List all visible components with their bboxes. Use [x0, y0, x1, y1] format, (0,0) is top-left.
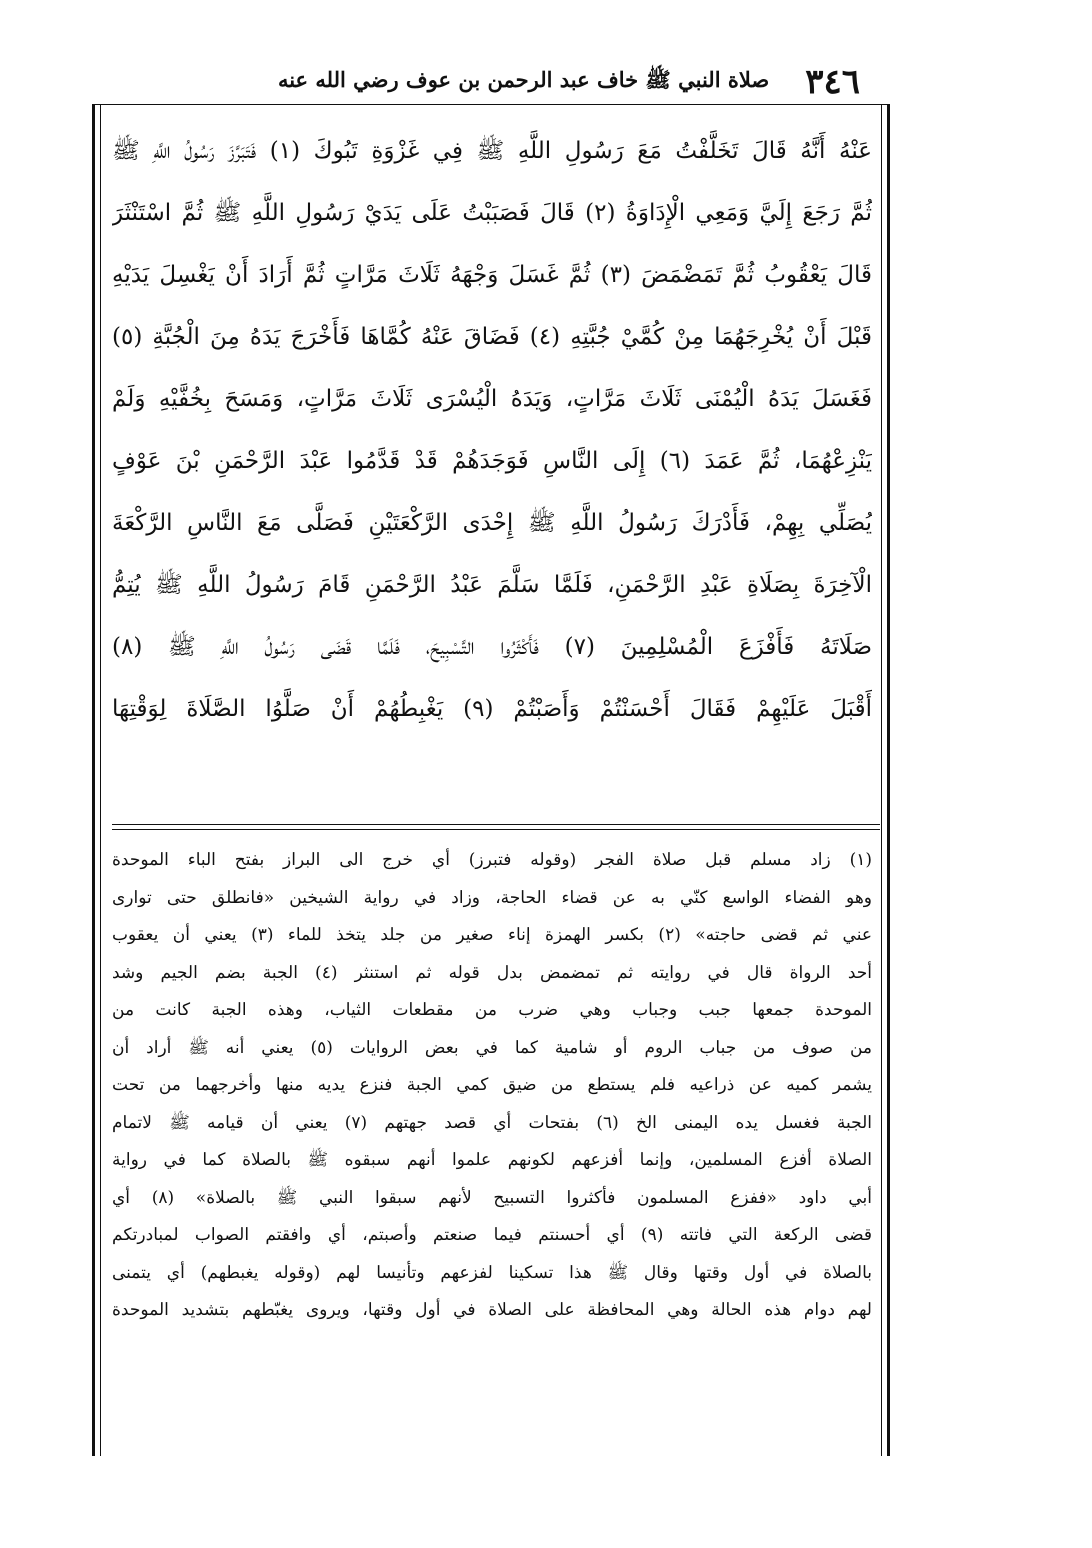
- hadith-line: يَنْزِعْهُمَا، ثُمَّ عَمَدَ (٦) إِلَى النَّاسِ فَوَجَدَهُمْ قَدْ قَدَّمُوا عَبْدَ الرَّحْمَنِ بْنَ عَوْفٍ: [112, 448, 872, 474]
- footnotes: [112, 842, 872, 1442]
- frame-left-outer-rule: [92, 104, 95, 1456]
- footnote-line: بالصلاة في أول وقتها وقال ﷺ هذا تسكينا لفزعهم وتأنيسا لهم (وقوله يغبطهم) أي يتمنى: [112, 1262, 872, 1283]
- footnote-separator: [112, 824, 880, 830]
- hadith-line: أَقْبَلَ عَلَيْهِمْ فَقَالَ أَحْسَنْتُمْ وَأَصَبْتُمْ (٩) يَغْبِطُهُمْ أَنْ صَلَّوُا الصَّلَاةَ لِوَقْتِهَا: [112, 696, 872, 722]
- hadith-line: فَغَسَلَ يَدَهُ الْيُمْنَى ثَلَاثَ مَرَّاتٍ، وَيَدَهُ الْيُسْرَى ثَلَاثَ مَرَّاتٍ، وَمَسَحَ بِخُفَّيْهِ وَلَمْ: [112, 386, 872, 412]
- hadith-line: الْآخِرَةَ بِصَلَاةِ عَبْدِ الرَّحْمَنِ، فَلَمَّا سَلَّمَ عَبْدُ الرَّحْمَنِ قَامَ رَسُولُ اللَّهِ ﷺ يُتِمُّ: [112, 572, 872, 598]
- footnote-line: الموحدة جمعها جبب وجباب وهي ضرب من مقطعات الثياب، وهذه الجبة كانت من: [112, 1000, 872, 1020]
- hadith-line: ثُمَّ رَجَعَ إِلَيَّ وَمَعِي الْإِدَاوَةُ (٢) قَالَ فَصَبَبْتُ عَلَى يَدَيْ رَسُولِ اللَّهِ ﷺ ثُمَّ اسْتَنْثَرَ: [112, 200, 872, 226]
- hadith-text: [112, 120, 872, 810]
- footnote-line: (١) زاد مسلم قبل صلاة الفجر (وقوله فتبرز) أي خرج الى البراز بفتح الباء الموحدة: [112, 850, 872, 870]
- footnote-line: الجبة فغسل يده اليمنى الخ (٦) بفتحات أي قصد جهتهم (٧) يعني أن قيامه ﷺ لاتمام: [112, 1112, 872, 1133]
- frame-right-outer-rule: [887, 104, 890, 1456]
- footnote-line: وهو الفضاء الواسع كنّي به عن قضاء الحاجة، وزاد في رواية الشيخين «فانطلق حتى توارى: [112, 887, 872, 908]
- hadith-line: يُصَلِّي بِهِمْ، فَأَدْرَكَ رَسُولُ اللَّهِ ﷺ إِحْدَى الرَّكْعَتَيْنِ فَصَلَّى مَعَ النَّاسِ الرَّكْعَةَ: [112, 510, 872, 536]
- footnote-line: لهم دوام هذه الحالة وهي المحافظة على الصلاة في أول وقتها، ويروى يغبّطهم بتشديد الموحدة: [112, 1300, 872, 1320]
- frame-right-inner-rule: [881, 104, 882, 1456]
- frame-top-rule: [92, 104, 890, 105]
- footnote-line: قضى الركعة التي فاتته (٩) أي أحسنتم فيما صنعتم وأصبتم، أي وافقتم الصواب لمبادرتكم: [112, 1225, 872, 1245]
- footnote-line: أحد الرواة قال في روايته ثم تمضمض بدل قوله ثم استنثر (٤) الجبة بضم الجيم وشد: [112, 962, 872, 983]
- hadith-line: صَلَاتَهُ فَأَفْزَعَ الْمُسْلِمِينَ (٧) فَأَكْثَرُوا التَّسْبِيحَ، فَلَمَّا قَضَى رَسُولُ اللَّهِ ﷺ (٨): [112, 634, 872, 660]
- footnote-line: من صوف من جباب الروم أو شامية كما في بعض الروايات (٥) يعني أنه ﷺ أراد أن: [112, 1037, 872, 1058]
- footnote-line: يشمر كميه عن ذراعيه فلم يستطع من ضيق كمي الجبة فنزع يديه منها وأخرجهما من تحت: [112, 1075, 872, 1095]
- page-number: ٣٤٦: [805, 62, 860, 102]
- page-header: [120, 52, 860, 112]
- hadith-line: قَالَ يَعْقُوبُ ثُمَّ تَمَضْمَضَ (٣) ثُمَّ غَسَلَ وَجْهَهُ ثَلَاثَ مَرَّاتٍ ثُمَّ أَرَادَ أَنْ يَغْسِلَ يَدَيْهِ: [112, 262, 872, 288]
- footnote-line: عني ثم قضى حاجته» (٢) بكسر الهمزة إناء صغير من جلد يتخذ للماء (٣) يعني أن يعقوب: [112, 925, 872, 945]
- hadith-line: قَبْلَ أَنْ يُخْرِجَهُمَا مِنْ كُمَّيْ جُبَّتِهِ (٤) فَضَاقَ عَنْهُ كُمَّاهَا فَأَخْرَجَ يَدَهُ مِنَ الْجُبَّةِ (٥): [112, 324, 872, 350]
- frame-left-inner-rule: [100, 104, 101, 1456]
- footnote-line: الصلاة أفزع المسلمين، وإنما أفزعهم لكونهم علموا أنهم سبقوه ﷺ بالصلاة كما في رواية: [112, 1150, 872, 1170]
- running-title: صلاة النبي ﷺ خاف عبد الرحمن بن عوف رضي الله عنه: [277, 66, 770, 92]
- footnote-line: أبي داود «ففزع المسلمون فأكثروا التسبيح لأنهم سبقوا النبي ﷺ بالصلاة» (٨) أي: [112, 1187, 872, 1208]
- hadith-line: عَنْهُ أَنَّهُ قَالَ تَخَلَّفْتُ مَعَ رَسُولِ اللَّهِ ﷺ فِي غَزْوَةِ تَبُوكَ (١) فَتَبَرَّزَ رَسُولُ اللَّهِ ﷺ: [112, 138, 872, 164]
